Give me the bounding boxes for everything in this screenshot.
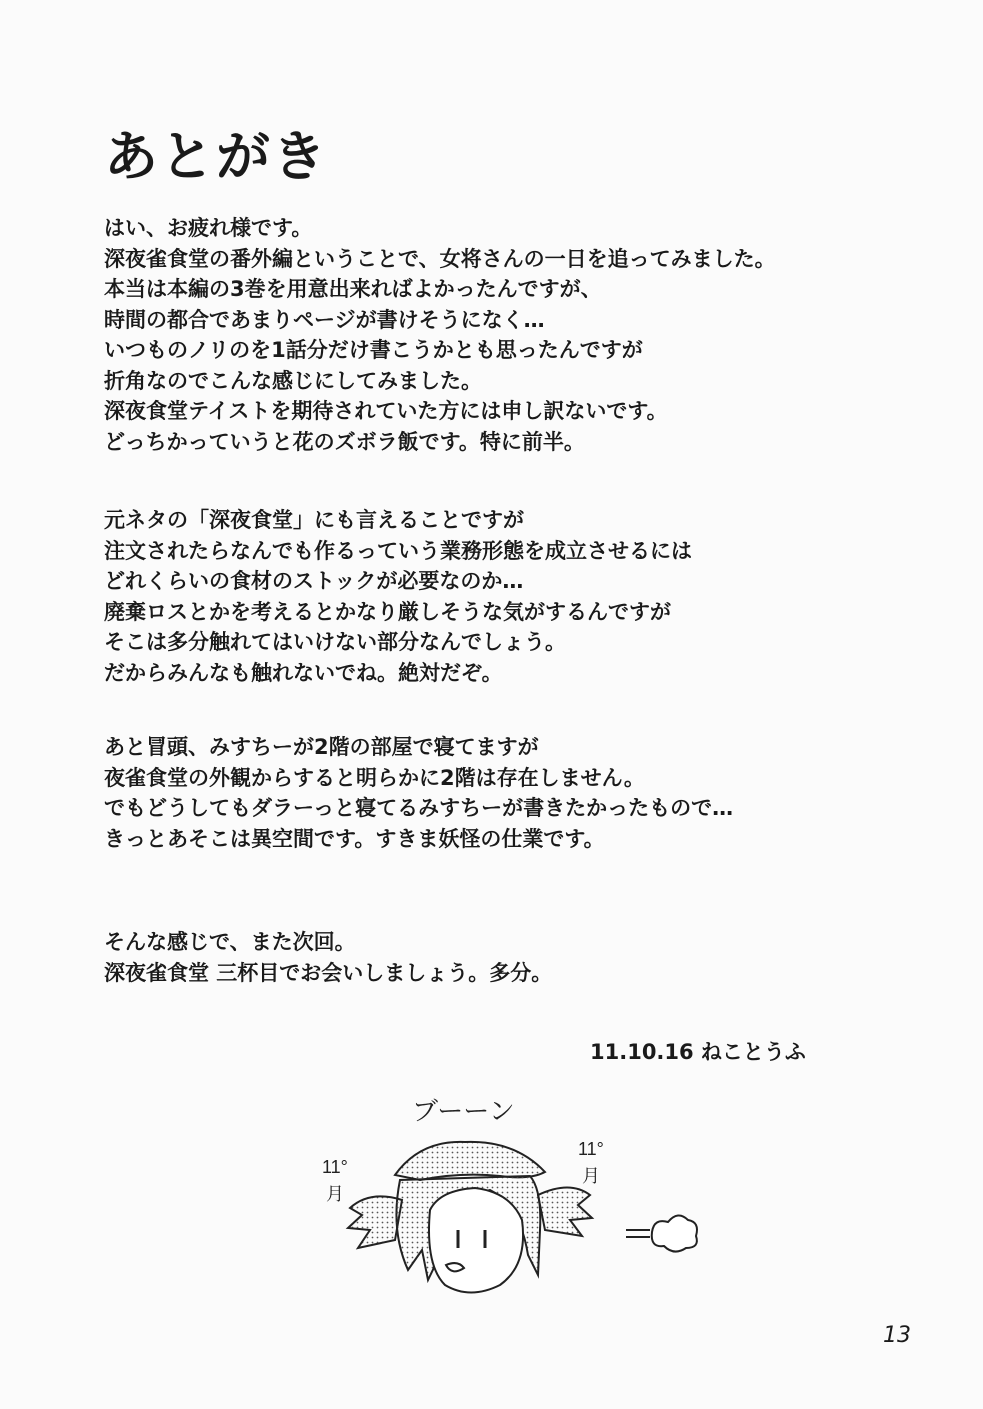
ear-mark-right-bottom: 月	[582, 1166, 600, 1186]
ear-mark-left-bottom: 月	[326, 1184, 344, 1204]
paragraph-3	[104, 732, 733, 854]
text-line: 深夜雀食堂 三杯目でお会いしましょう。多分。	[104, 960, 553, 985]
text-line: いつものノリのを1話分だけ書こうかとも思ったんですが	[104, 338, 643, 362]
puff-cloud	[652, 1215, 697, 1251]
text-line: 深夜雀食堂の番外編ということで、女将さんの一日を追ってみました。	[104, 246, 776, 271]
page-number: 13	[883, 1323, 911, 1348]
text-line: 折角なのでこんな感じにしてみました。	[104, 368, 482, 393]
date-signature: 11.10.16 ねことうふ	[590, 1040, 806, 1064]
text-line: 元ネタの「深夜食堂」にも言えることですが	[104, 508, 524, 532]
text-line: 廃棄ロスとかを考えるとかなり厳しそうな気がするんですが	[104, 599, 671, 624]
text-line: 夜雀食堂の外観からすると明らかに2階は存在しません。	[104, 765, 645, 790]
wing-right	[538, 1188, 592, 1237]
paragraph-4	[104, 927, 552, 988]
paragraph-1	[104, 213, 776, 457]
text-line: 時間の都合であまりページが書けそうになく…	[104, 307, 545, 332]
text-line: だからみんなも触れないでね。絶対だぞ。	[104, 660, 503, 685]
character-illustration	[300, 1080, 720, 1310]
text-line: どれくらいの食材のストックが必要なのか…	[104, 569, 524, 593]
sound-effect-text: ブーーン	[412, 1096, 515, 1126]
hat-shape	[395, 1142, 545, 1180]
text-line: きっとあそこは異空間です。すきま妖怪の仕業です。	[104, 826, 605, 851]
paragraph-2	[104, 505, 692, 688]
text-line: どっちかっていうと花のズボラ飯です。特に前半。	[104, 429, 585, 454]
text-line: そんな感じで、また次回。	[104, 930, 356, 954]
ear-mark-right-top: 11°	[578, 1139, 604, 1159]
text-line: そこは多分触れてはいけない部分なんでしょう。	[104, 630, 566, 654]
text-line: あと冒頭、みすちーが2階の部屋で寝てますが	[104, 735, 539, 759]
text-line: 本当は本編の3巻を用意出来ればよかったんですが、	[104, 277, 602, 301]
text-line: 注文されたらなんでも作るっていう業務形態を成立させるには	[104, 538, 692, 563]
ear-mark-left-top: 11°	[322, 1157, 348, 1177]
page-title: あとがき	[104, 125, 328, 188]
text-line: 深夜食堂テイストを期待されていた方には申し訳ないです。	[104, 399, 668, 423]
text-line: でもどうしてもダラーっと寝てるみすちーが書きたかったもので…	[104, 796, 734, 820]
text-line: はい、お疲れ様です。	[104, 216, 313, 240]
wing-left	[348, 1196, 402, 1248]
face-shape	[429, 1188, 523, 1293]
